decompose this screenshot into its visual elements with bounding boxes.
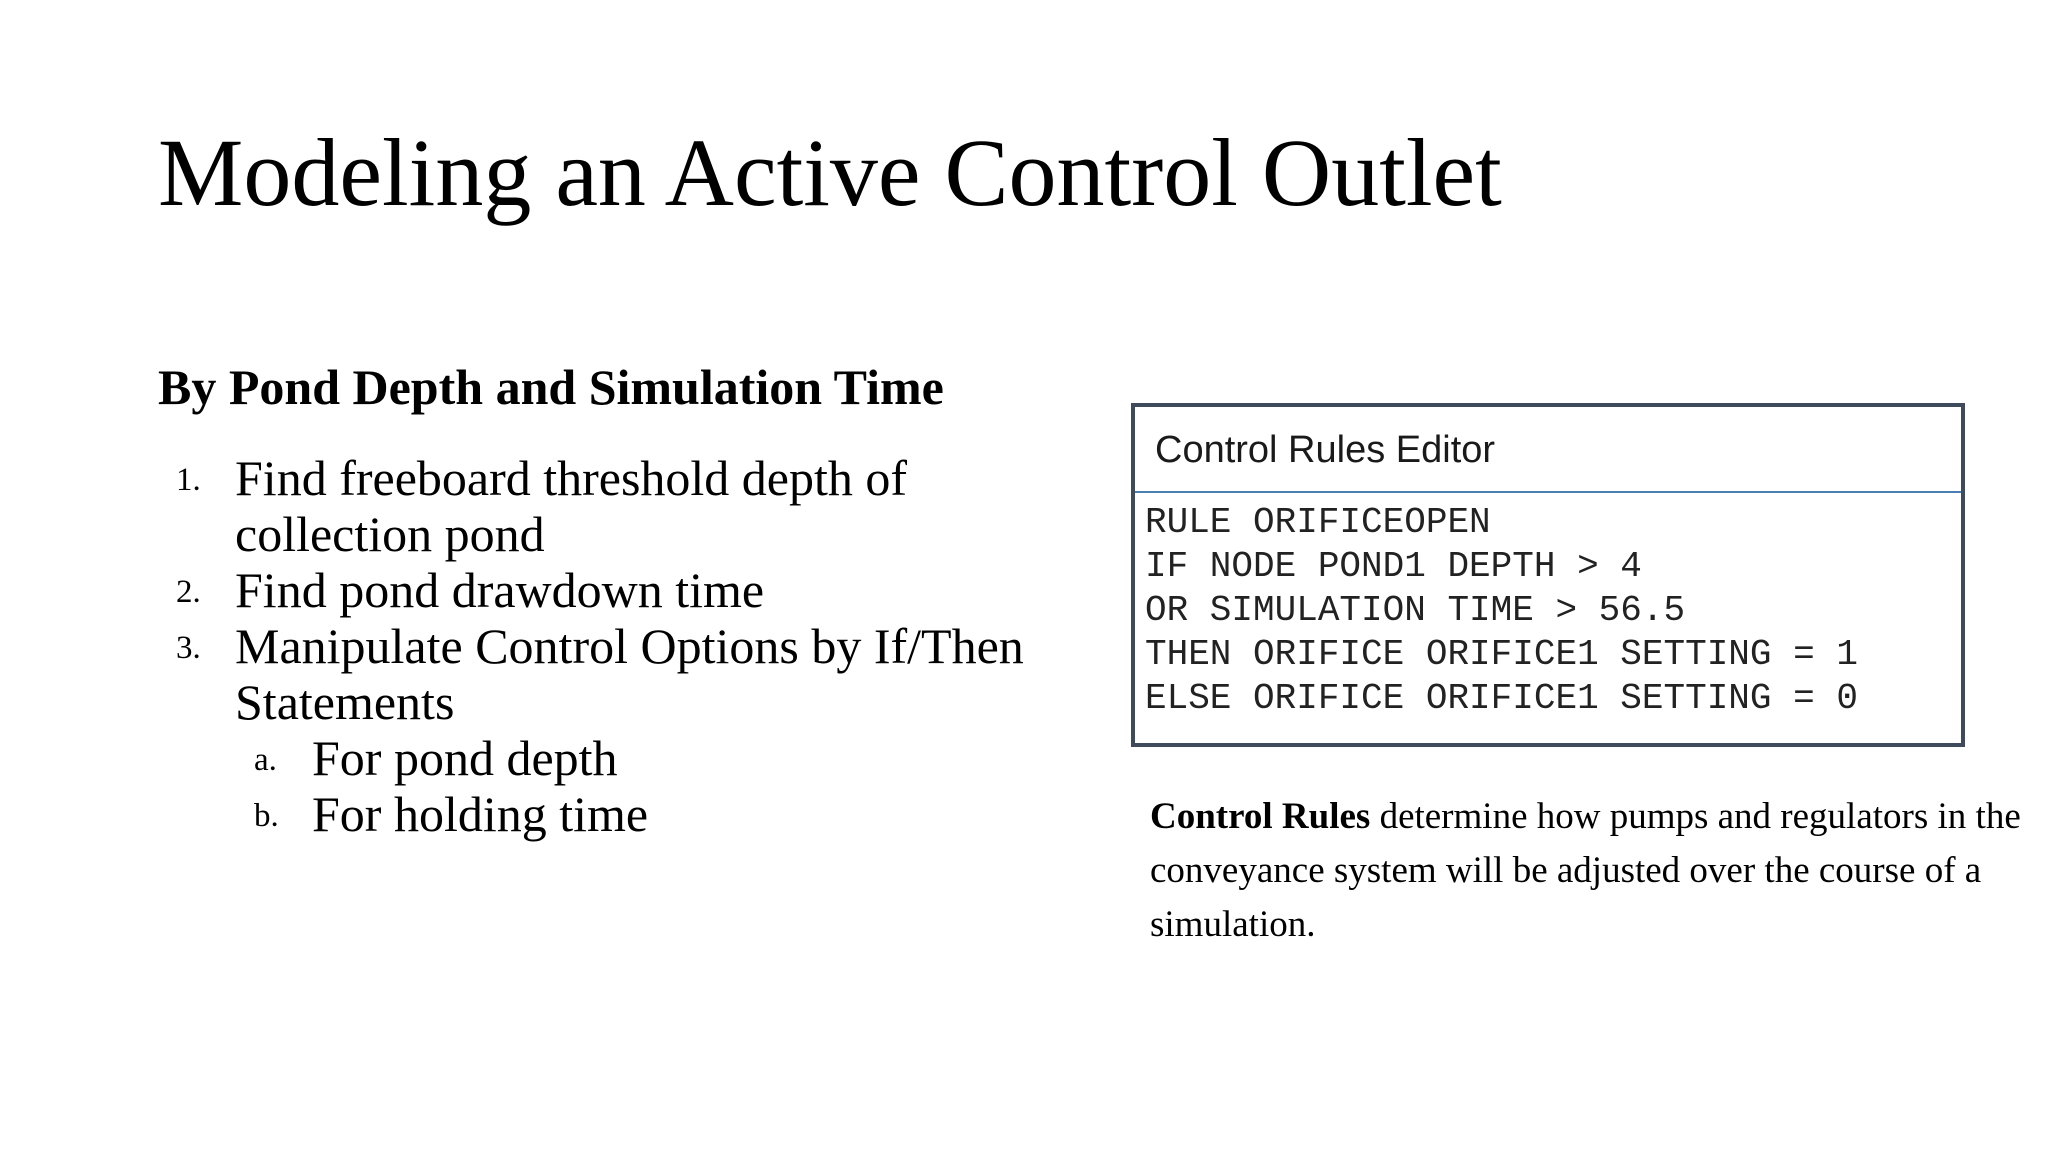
code-line: RULE ORIFICEOPEN (1145, 502, 1491, 543)
substep-text: For holding time (312, 786, 649, 842)
slide-title: Modeling an Active Control Outlet (158, 119, 1502, 226)
code-line: THEN ORIFICE ORIFICE1 SETTING = 1 (1145, 634, 1858, 675)
editor-title: Control Rules Editor (1135, 407, 1961, 493)
substeps-list (235, 730, 1058, 842)
step-number: 2. (176, 574, 201, 610)
caption-text: determine how pumps and regulators in the conveyance system will be adjusted over the course of a simulation. (1150, 796, 2021, 945)
step-text: Find pond drawdown time (235, 562, 765, 618)
step-number: 3. (176, 630, 201, 666)
step-text: Find freeboard threshold depth of collection pond (235, 450, 908, 562)
step-number: 1. (176, 462, 201, 498)
caption-paragraph (1150, 790, 2030, 952)
steps-list (158, 450, 1058, 842)
step-text: Manipulate Control Options by If/Then Statements (235, 618, 1024, 730)
code-line: IF NODE POND1 DEPTH > 4 (1145, 546, 1642, 587)
substep-item (235, 730, 1058, 786)
substep-text: For pond depth (312, 730, 618, 786)
rules-code-block (1135, 493, 1961, 721)
substep-letter: b. (254, 798, 279, 834)
step-item (158, 618, 1058, 842)
caption-bold-term: Control Rules (1150, 796, 1371, 837)
code-line: OR SIMULATION TIME > 56.5 (1145, 590, 1686, 631)
step-item (158, 562, 1058, 618)
step-item (158, 450, 1058, 562)
code-line: ELSE ORIFICE ORIFICE1 SETTING = 0 (1145, 678, 1858, 719)
control-rules-editor-panel (1131, 403, 1965, 747)
section-subheading: By Pond Depth and Simulation Time (158, 359, 944, 415)
substep-letter: a. (254, 742, 277, 778)
substep-item (235, 786, 1058, 842)
